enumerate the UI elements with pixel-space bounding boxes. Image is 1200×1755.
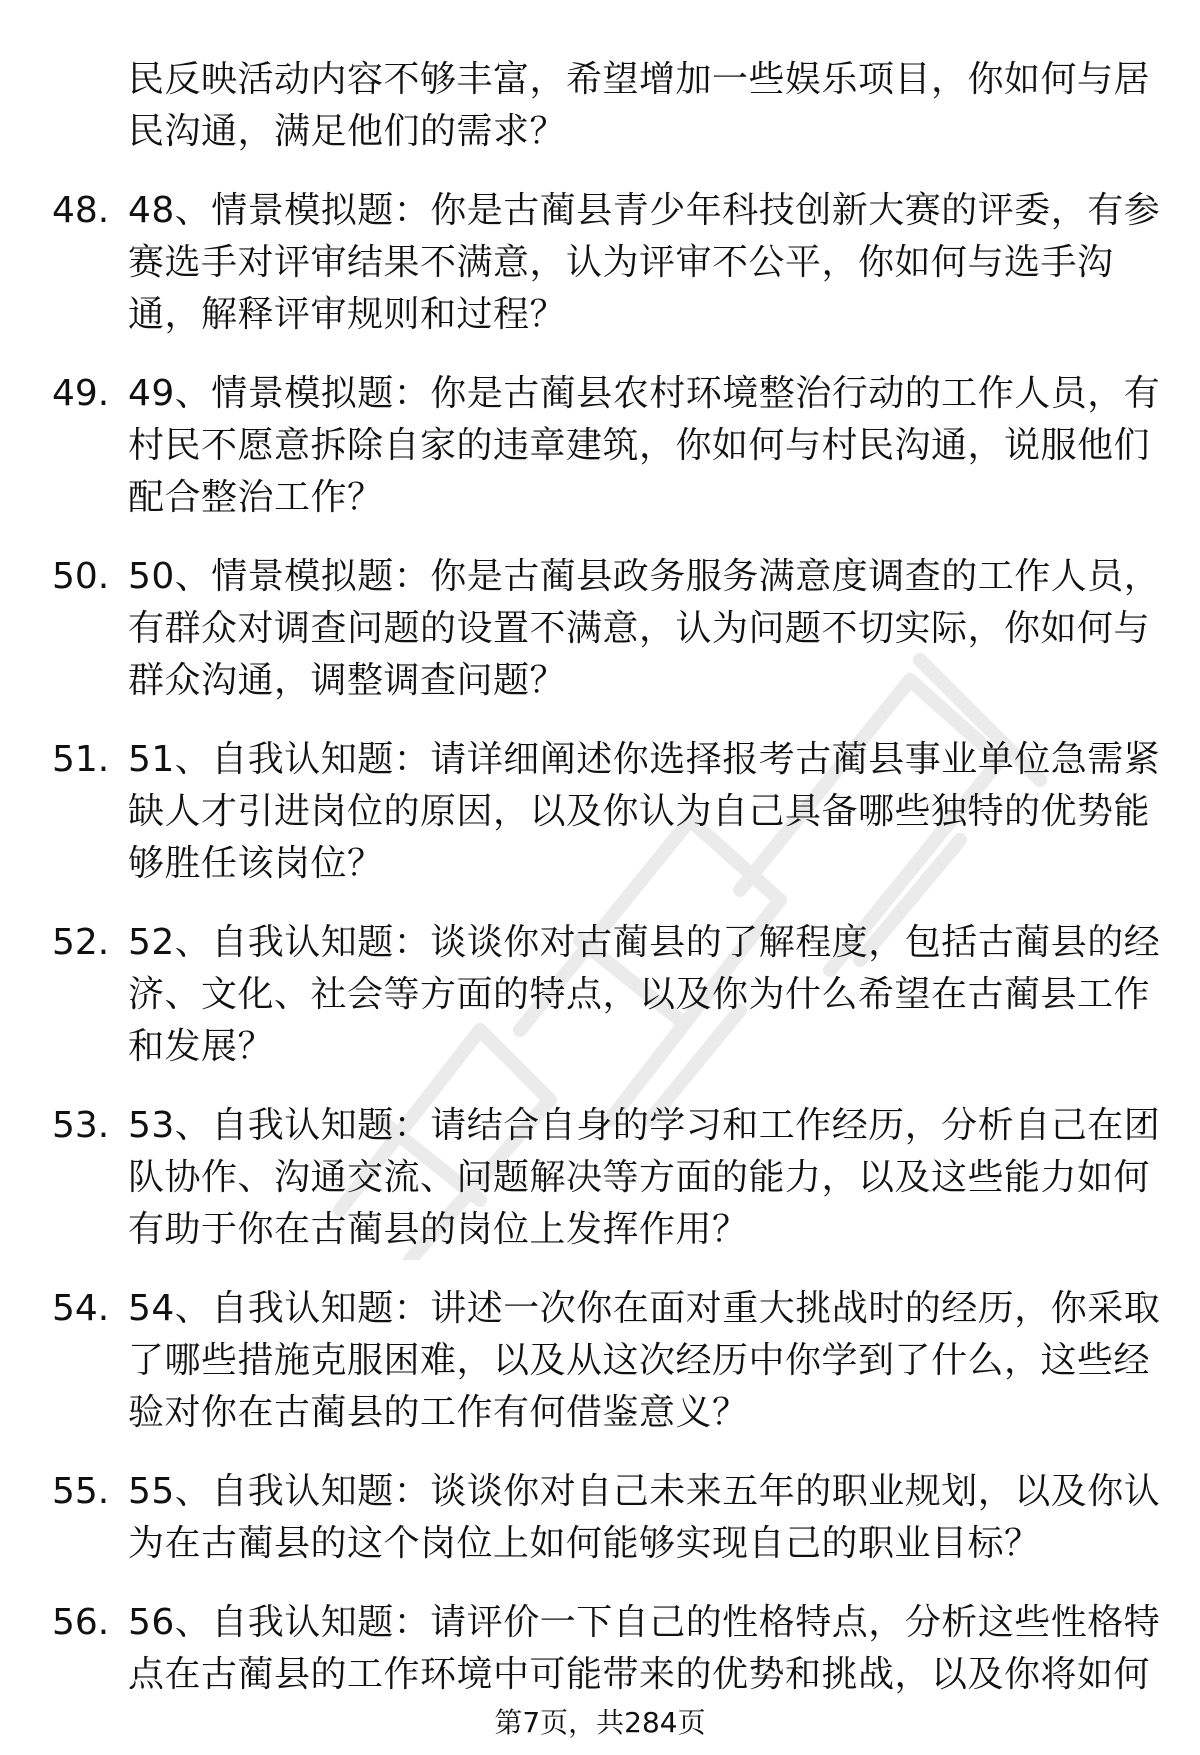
- question-number: 52.: [52, 922, 110, 963]
- question-number: 56.: [52, 1602, 110, 1643]
- question-line: 配合整治工作？: [128, 477, 384, 518]
- question-number: 54.: [52, 1288, 110, 1329]
- continuation-line: 民沟通，满足他们的需求？: [128, 111, 567, 152]
- question-number: 53.: [52, 1105, 110, 1146]
- question-number: 48.: [52, 190, 110, 231]
- question-line: 为在古蔺县的这个岗位上如何能够实现自己的职业目标？: [128, 1523, 1041, 1564]
- question-line: 村民不愿意拆除自家的违章建筑，你如何与村民沟通，说服他们: [128, 425, 1151, 466]
- question-line: 通，解释评审规则和过程？: [128, 294, 567, 335]
- question-line: 验对你在古蔺县的工作有何借鉴意义？: [128, 1392, 749, 1433]
- question-line: 点在古蔺县的工作环境中可能带来的优势和挑战，以及你将如何: [128, 1654, 1151, 1695]
- question-line: 53、自我认知题：请结合自身的学习和工作经历，分析自己在团: [128, 1105, 1161, 1146]
- question-line: 55、自我认知题：谈谈你对自己未来五年的职业规划，以及你认: [128, 1471, 1161, 1512]
- question-line: 群众沟通，调整调查问题？: [128, 660, 567, 701]
- question-line: 队协作、沟通交流、问题解决等方面的能力，以及这些能力如何: [128, 1157, 1151, 1198]
- question-line: 51、自我认知题：请详细阐述你选择报考古蔺县事业单位急需紧: [128, 739, 1161, 780]
- question-line: 54、自我认知题：讲述一次你在面对重大挑战时的经历，你采取: [128, 1288, 1161, 1329]
- question-line: 了哪些措施克服困难，以及从这次经历中你学到了什么，这些经: [128, 1340, 1151, 1381]
- question-line: 缺人才引进岗位的原因，以及你认为自己具备哪些独特的优势能: [128, 791, 1151, 832]
- page-footer: 第7页，共284页: [494, 1706, 706, 1739]
- question-line: 52、自我认知题：谈谈你对古蔺县的了解程度，包括古蔺县的经: [128, 922, 1161, 963]
- question-line: 和发展？: [128, 1026, 275, 1067]
- question-line: 49、情景模拟题：你是古蔺县农村环境整治行动的工作人员，有: [128, 373, 1161, 414]
- question-line: 56、自我认知题：请评价一下自己的性格特点，分析这些性格特: [128, 1602, 1161, 1643]
- question-number: 55.: [52, 1471, 110, 1512]
- question-number: 51.: [52, 739, 110, 780]
- question-number: 49.: [52, 373, 110, 414]
- continuation-line: 民反映活动内容不够丰富，希望增加一些娱乐项目，你如何与居: [128, 59, 1151, 100]
- question-line: 48、情景模拟题：你是古蔺县青少年科技创新大赛的评委，有参: [128, 190, 1161, 231]
- question-number: 50.: [52, 556, 110, 597]
- question-line: 有助于你在古蔺县的岗位上发挥作用？: [128, 1209, 749, 1250]
- question-line: 赛选手对评审结果不满意，认为评审不公平，你如何与选手沟: [128, 242, 1114, 283]
- question-line: 有群众对调查问题的设置不满意，认为问题不切实际，你如何与: [128, 608, 1151, 649]
- question-line: 济、文化、社会等方面的特点，以及你为什么希望在古蔺县工作: [128, 974, 1151, 1015]
- question-line: 50、情景模拟题：你是古蔺县政务服务满意度调查的工作人员，: [128, 556, 1161, 597]
- question-line: 够胜任该岗位？: [128, 843, 384, 884]
